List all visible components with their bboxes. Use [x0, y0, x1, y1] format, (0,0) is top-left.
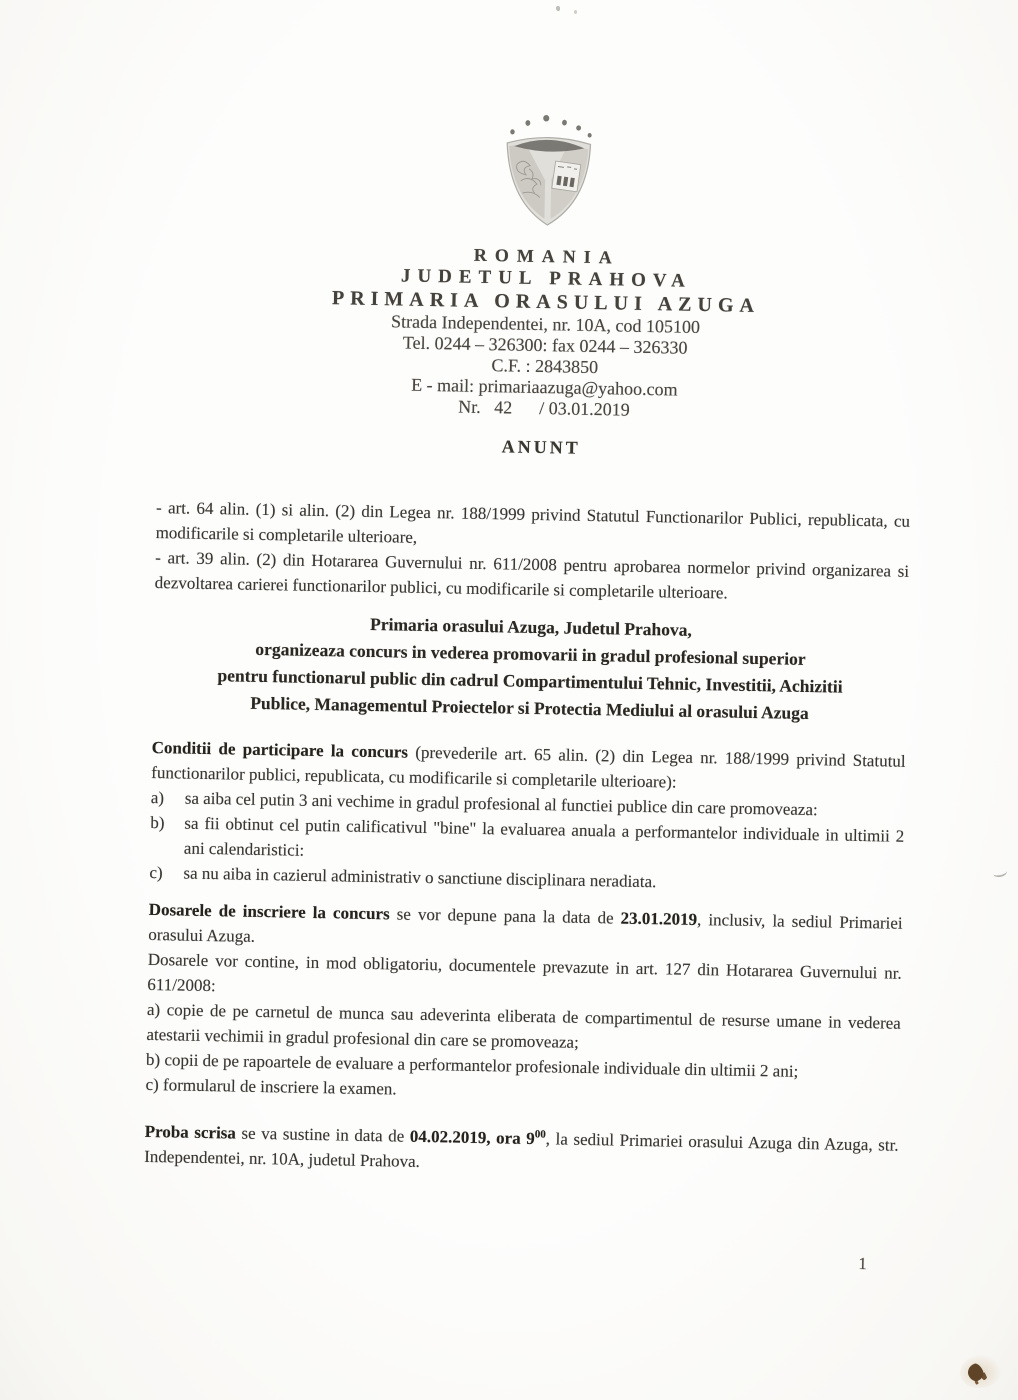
dossier-deadline-date: 23.01.2019 [620, 908, 698, 929]
legal-basis-item-2: - art. 39 alin. (2) din Hotararea Guvernului nr. 611/2008 pentru aprobarea normelor privind organizarea si dezvoltarea carierei functionarilor publici, cu modificarile si completarile ulterioare. [154, 547, 910, 603]
letterhead-county: JUDETUL PRAHOVA [400, 265, 693, 292]
written-test-paragraph [144, 1119, 899, 1183]
written-test-end: , la sediul Primariei orasului Azuga din Azuga, str. Independentei, nr. 10A, judetul Prahova. [144, 1129, 899, 1171]
condition-marker: b) [150, 812, 165, 833]
letterhead-fiscal-code: C.F. : 2843850 [491, 355, 599, 378]
conditions-heading-bold: Conditii de participare la concurs [151, 737, 409, 762]
conditions-heading-rest: (prevederile art. 65 alin. (2) din Legea nr. 188/1999 privind Statutul functionarilor publici, republicata, cu modificarile si completarile ulterioare): [151, 742, 906, 792]
announcement-line-4: Publice, Managementul Proiectelor si Protectia Mediului al orasului Azuga [250, 692, 809, 723]
condition-text: sa aiba cel putin 3 ani vechime in gradul profesional al functiei publice din care promoveaza: [184, 788, 818, 820]
dossier-lead-bold: Dosarele de inscriere la concurs [148, 899, 390, 924]
announcement-line-1: Primaria orasului Azuga, Judetul Prahova, [369, 613, 693, 640]
letterhead [0, 234, 1018, 428]
announcement-line-2: organizeaza concurs in vederea promovarii in gradul profesional superior [255, 638, 806, 669]
ink-stain-artifact [952, 1348, 1006, 1394]
registration-number-line: Nr. 42 / 03.01.2019 [458, 396, 630, 420]
dossier-lead-mid: se vor depune pana la data de [389, 904, 621, 928]
written-test-lead-bold: Proba scrisa [144, 1121, 237, 1143]
condition-marker: a) [150, 787, 165, 808]
legal-basis-item-1: - art. 64 alin. (1) si alin. (2) din Legea nr. 188/1999 privind Statutul Functionarilor Publici, republicata, cu modificarile si completarile ulterioare, [155, 498, 911, 547]
dossier-lead-end: , inclusiv, la sediul Primariei orasului Azuga. [148, 909, 903, 946]
letterhead-email: E - mail: primariaazuga@yahoo.com [410, 374, 678, 400]
written-test-mid: se va sustine in data de [235, 1123, 411, 1146]
dossier-item-c: c) formularul de inscriere la examen. [145, 1074, 397, 1099]
written-test-date: 04.02.2019, ora 9 [409, 1126, 535, 1149]
emblem-sun-dots [510, 114, 592, 137]
announcement-line-3: pentru functionarul public din cadrul Compartimentului Tehnic, Investitii, Achizitii [217, 665, 843, 697]
page-number: 1 [858, 1253, 868, 1274]
letterhead-country: ROMANIA [473, 244, 620, 268]
written-test-hour-superscript: 00 [534, 1128, 546, 1141]
dossier-item-b: b) copii de pe rapoartele de evaluare a performantelor profesionale individuale din ultimii 2 ani; [145, 1049, 799, 1081]
letterhead-address: Strada Independentei, nr. 10A, cod 105100 [390, 311, 701, 337]
condition-marker: c) [149, 862, 163, 883]
dossier-item-a: a) copie de pe carnetul de munca sau adeverinta eliberata de compartimentul de resurse umane in vederea atestarii vechimii in gradul profesional din care se promoveaza; [146, 999, 901, 1052]
letterhead-phone-fax: Tel. 0244 – 326300: fax 0244 – 326330 [402, 332, 688, 358]
coat-of-arms-emblem [485, 109, 613, 235]
condition-text: sa nu aiba in cazierul administrativ o sanctiune disciplinara neradiata. [183, 863, 657, 892]
scan-speckle-artifact [574, 10, 577, 14]
announcement-statement [152, 607, 908, 729]
condition-text: sa fii obtinut cel putin calificativul "bine" la evaluarea anuala a performantelor individuale in ultimii 2 ani calendaristici: [183, 813, 905, 860]
document-body [144, 495, 910, 1183]
legal-basis-section [155, 495, 911, 609]
dossier-contents-intro: Dosarele vor contine, in mod obligatoriu, documentele prevazute in art. 127 din Hotararea Guvernului nr. 611/2008: [147, 949, 902, 996]
letterhead-institution: PRIMARIA ORASULUI AZUGA [331, 287, 761, 318]
scan-speckle-artifact [556, 6, 560, 11]
emblem-building [552, 161, 581, 192]
document-title: ANUNT [501, 436, 581, 458]
